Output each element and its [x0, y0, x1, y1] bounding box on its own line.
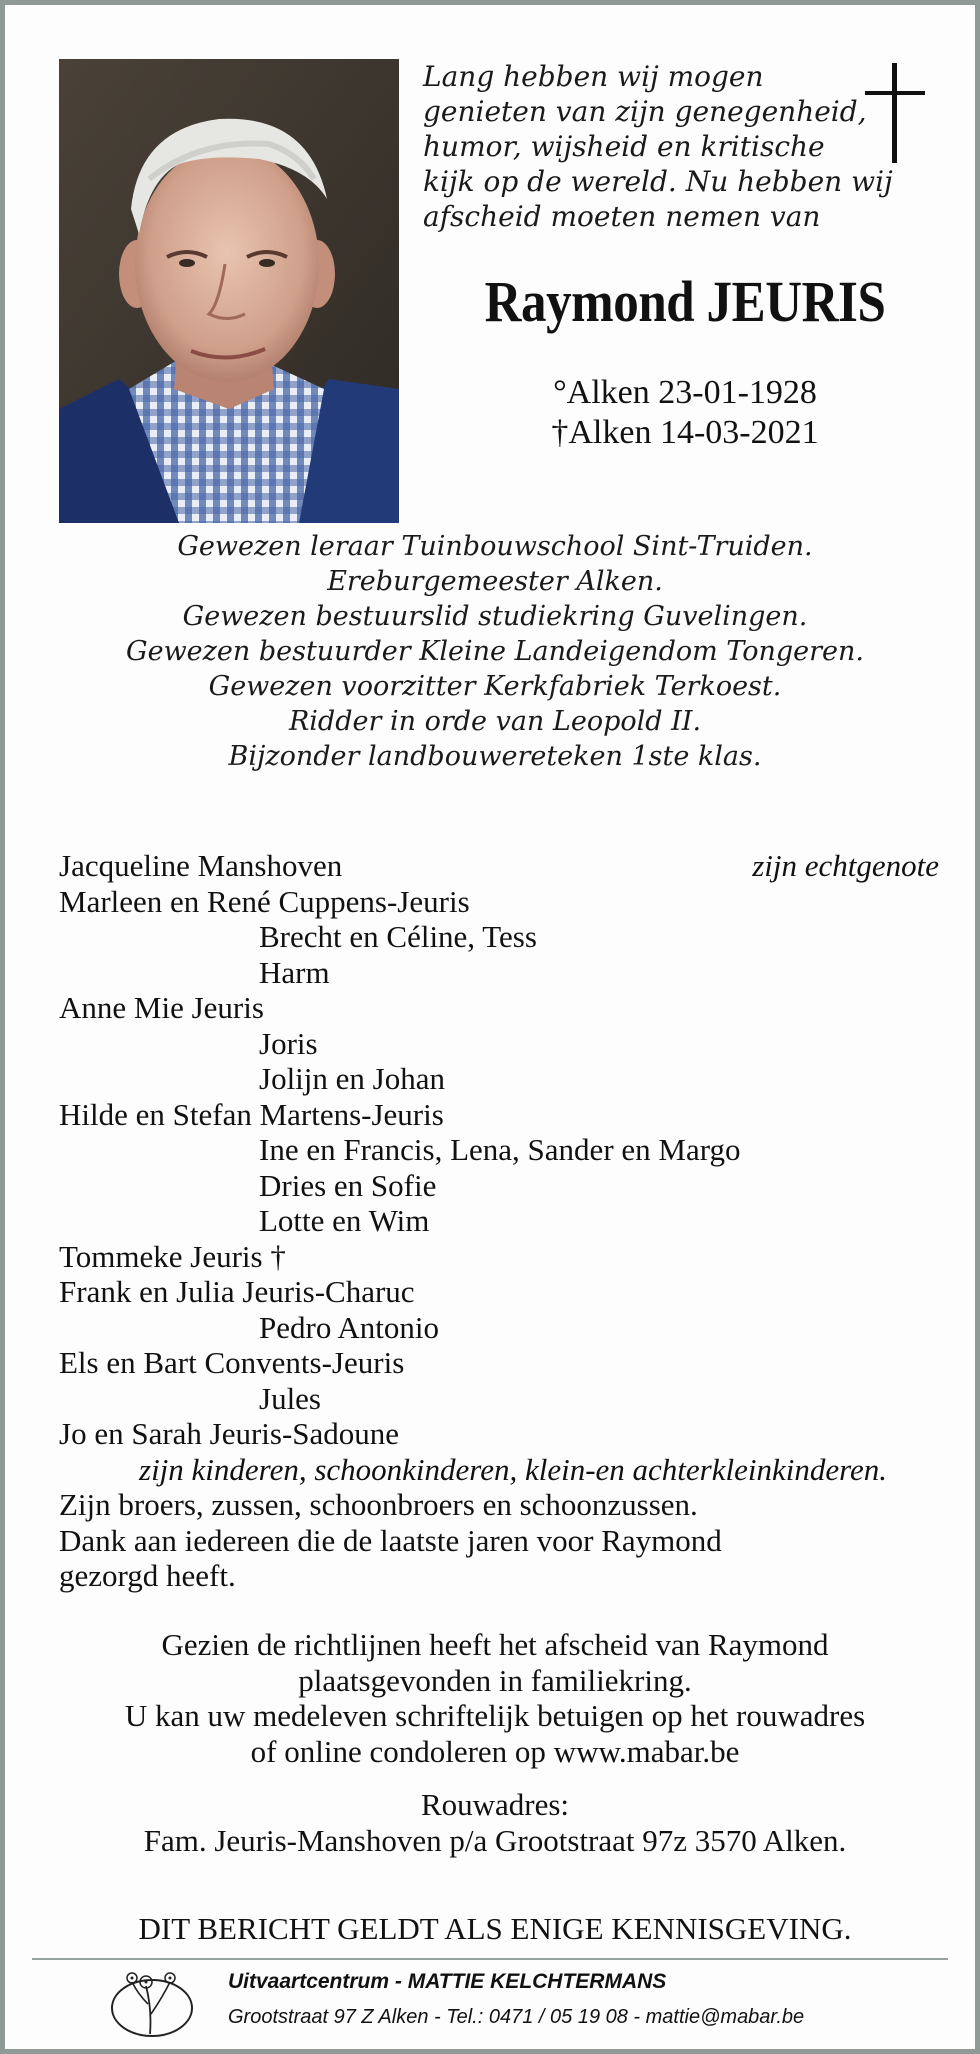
- funeral-home-name: Uitvaartcentrum - MATTIE KELCHTERMANS: [228, 1970, 667, 1993]
- intro-line: genieten van zijn genegenheid,: [423, 95, 867, 128]
- title-line: Gewezen voorzitter Kerkfabriek Terkoest.: [208, 671, 782, 702]
- life-dates: [445, 373, 925, 453]
- family-row: Els en Bart Convents-Jeuris: [59, 1345, 405, 1380]
- family-row: Pedro Antonio: [259, 1309, 439, 1345]
- family-row: Jules: [259, 1380, 321, 1416]
- family-row: Tommeke Jeuris †: [59, 1238, 286, 1274]
- family-row: Hilde en Stefan Martens-Jeuris: [59, 1096, 444, 1132]
- farewell-line: of online condoleren op www.mabar.be: [250, 1733, 740, 1769]
- title-line: Gewezen bestuurslid studiekring Guvelingen.: [182, 601, 808, 632]
- title-line: Bijzonder landbouwereteken 1ste klas.: [228, 741, 762, 772]
- family-row: Ine en Francis, Lena, Sander en Margo: [259, 1132, 741, 1167]
- after-line: gezorgd heeft.: [59, 1558, 236, 1593]
- family-row: Jolijn en Johan: [259, 1061, 445, 1096]
- title-line: Ridder in orde van Leopold II.: [288, 706, 702, 737]
- after-line: Zijn broers, zussen, schoonbroers en schoonzussen.: [59, 1487, 698, 1522]
- intro-line: afscheid moeten nemen van: [423, 200, 821, 233]
- funeral-home-footer: [110, 1960, 910, 2040]
- obituary-card: [5, 5, 975, 2049]
- family-row: Brecht en Céline, Tess: [259, 919, 537, 954]
- intro-line: humor, wijsheid en kritische: [423, 130, 825, 163]
- intro-line: kijk op de wereld. Nu hebben wij: [423, 165, 893, 198]
- family-row: Frank en Julia Jeuris-Charuc: [59, 1274, 415, 1309]
- portrait-illustration: [59, 59, 399, 523]
- official-notice: DIT BERICHT GELDT ALS ENIGE KENNISGEVING.: [138, 1911, 852, 1946]
- spouse-role: zijn echtgenote: [752, 848, 939, 883]
- family-row: Lotte en Wim: [259, 1203, 430, 1238]
- funeral-home-contact: Grootstraat 97 Z Alken - Tel.: 0471 / 05 19 08 - mattie@mabar.be: [228, 2006, 805, 2028]
- honorary-titles: [5, 529, 980, 774]
- family-row: Marleen en René Cuppens-Jeuris: [59, 883, 470, 919]
- latin-cross-icon: [865, 63, 925, 163]
- intro-line: Lang hebben wij mogen: [423, 60, 764, 93]
- spouse-name: Jacqueline Manshoven: [59, 848, 343, 883]
- family-row: Harm: [259, 954, 330, 990]
- farewell-line: U kan uw medeleven schriftelijk betuigen op het rouwadres: [124, 1698, 866, 1733]
- flower-logo-icon: [110, 1964, 206, 2040]
- portrait-photo: [59, 59, 399, 523]
- farewell-info: [5, 1627, 980, 1769]
- farewell-line: Gezien de richtlijnen heeft het afscheid van Raymond: [161, 1627, 829, 1662]
- family-row: Anne Mie Jeuris: [59, 990, 264, 1025]
- title-line: Gewezen bestuurder Kleine Landeigendom Tongeren.: [126, 636, 864, 667]
- mourning-address: [5, 1787, 980, 1858]
- deceased-name: Raymond JEURIS: [484, 269, 886, 334]
- farewell-line: plaatsgevonden in familiekring.: [298, 1662, 692, 1698]
- address-line: Fam. Jeuris-Manshoven p/a Grootstraat 97z 3570 Alken.: [143, 1822, 847, 1858]
- family-list: [59, 848, 939, 1594]
- family-row: Dries en Sofie: [259, 1167, 437, 1203]
- death-date: †Alken 14-03-2021: [551, 414, 819, 451]
- spouse-row: [59, 848, 939, 884]
- family-row: Jo en Sarah Jeuris-Sadoune: [59, 1416, 400, 1451]
- after-line: Dank aan iedereen die de laatste jaren voor Raymond: [59, 1522, 722, 1558]
- address-heading: Rouwadres:: [420, 1787, 570, 1822]
- relationship-note: zijn kinderen, schoonkinderen, klein-en achterkleinkinderen.: [139, 1451, 888, 1487]
- birth-date: °Alken 23-01-1928: [553, 374, 817, 411]
- family-row: Joris: [259, 1025, 318, 1061]
- intro-text: [423, 59, 893, 234]
- title-line: Ereburgemeester Alken.: [327, 566, 663, 597]
- title-line: Gewezen leraar Tuinbouwschool Sint-Truiden.: [177, 531, 813, 562]
